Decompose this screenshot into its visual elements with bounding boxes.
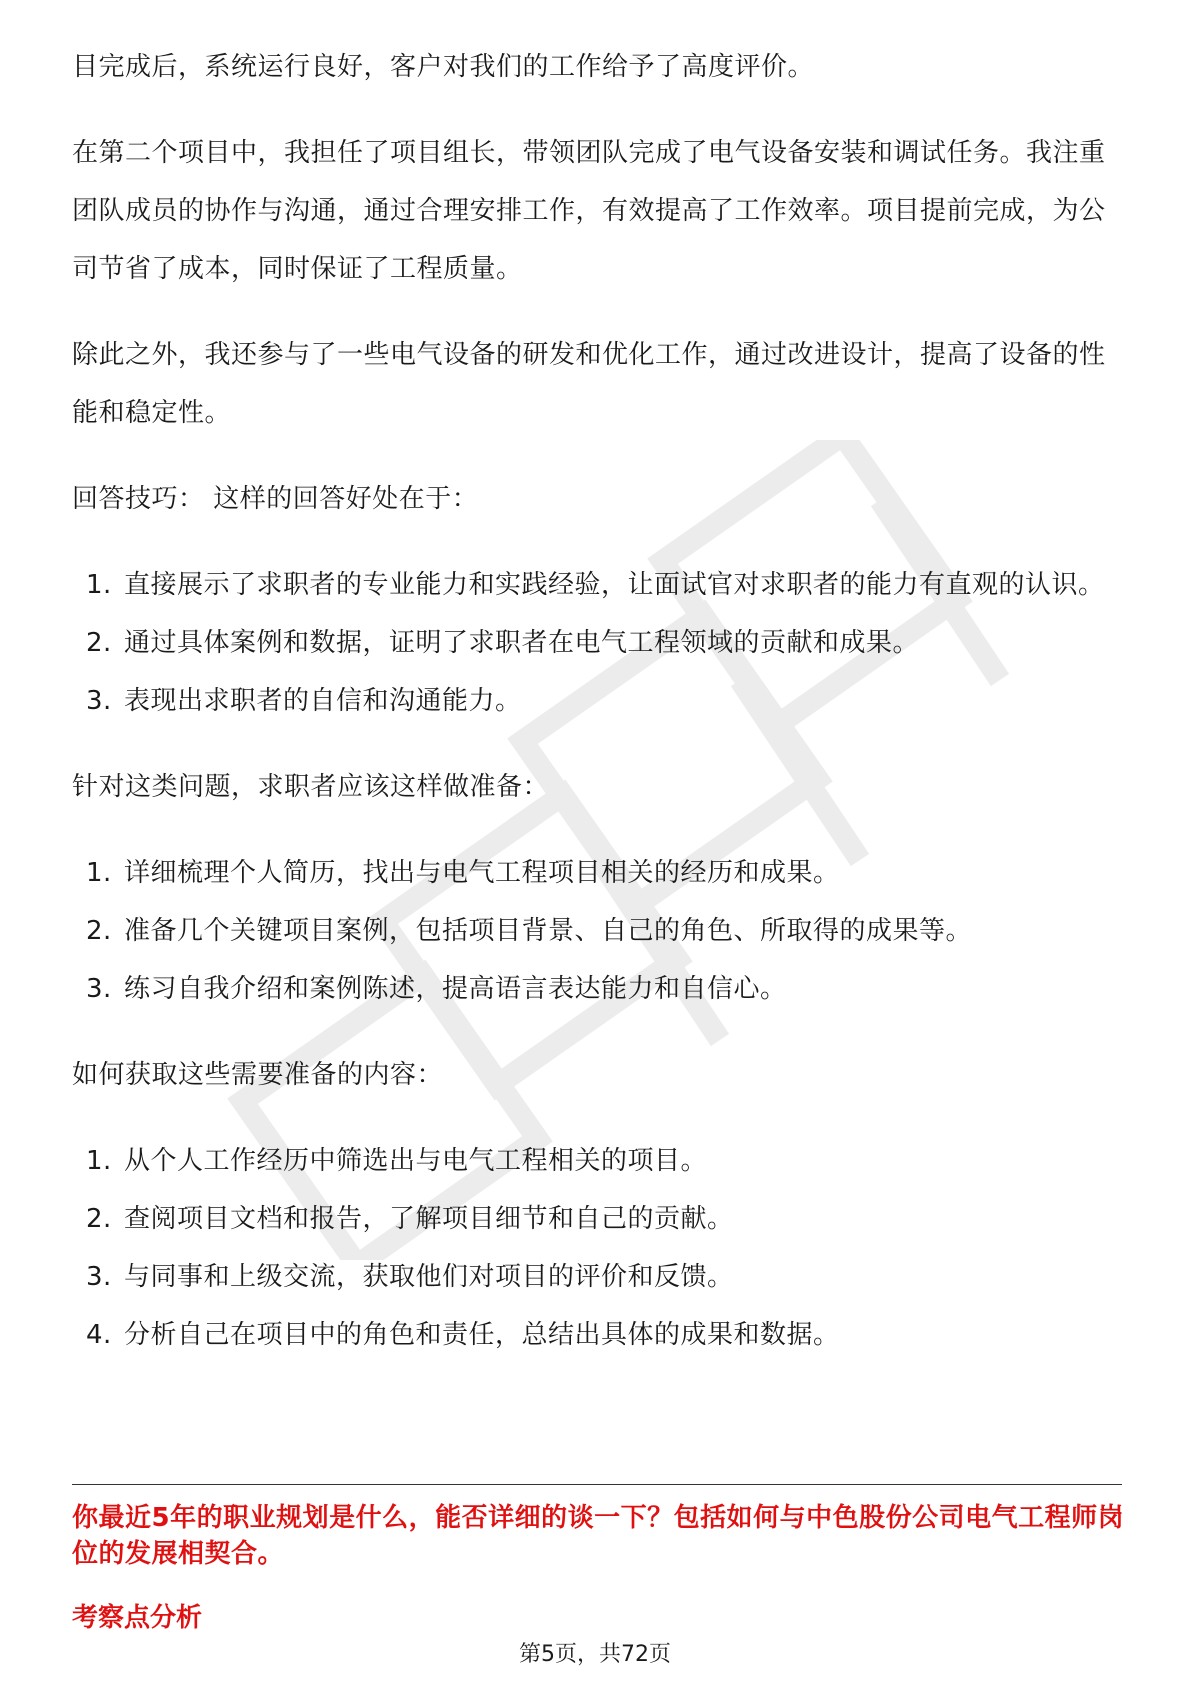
list-item-text: 分析自己在项目中的角色和责任，总结出具体的成果和数据。: [124, 1320, 840, 1350]
analysis-heading: 考察点分析: [72, 1603, 203, 1633]
section-divider: [72, 1484, 1122, 1485]
paragraph-2: 在第二个项目中，我担任了项目组长，带领团队完成了电气设备安装和调试任务。我注重团队成员的协作与沟通，通过合理安排工作，有效提高了工作效率。项目提前完成，为公司节省了成本，同时保证了工程质量。: [72, 138, 1106, 284]
list-item: [72, 1190, 1122, 1248]
list-item-text: 直接展示了求职者的专业能力和实践经验，让面试官对求职者的能力有直观的认识。: [124, 570, 1105, 600]
tips-heading: 回答技巧： 这样的回答好处在于：: [72, 484, 479, 514]
list-number: 1.: [86, 570, 112, 600]
list-item: [72, 672, 1122, 730]
list-number: 1.: [86, 1146, 112, 1176]
tips-list: [72, 556, 1122, 730]
obtain-list: [72, 1132, 1122, 1364]
list-item-text: 从个人工作经历中筛选出与电气工程相关的项目。: [124, 1146, 708, 1176]
list-item: [72, 902, 1122, 960]
prepare-list: [72, 844, 1122, 1018]
list-item-text: 准备几个关键项目案例，包括项目背景、自己的角色、所取得的成果等。: [124, 916, 973, 946]
list-item: [72, 614, 1122, 672]
list-item-text: 通过具体案例和数据，证明了求职者在电气工程领域的贡献和成果。: [124, 628, 920, 658]
list-item: [72, 1132, 1122, 1190]
list-item: [72, 1248, 1122, 1306]
list-item-text: 查阅项目文档和报告，了解项目细节和自己的贡献。: [124, 1204, 734, 1234]
list-number: 2.: [86, 916, 112, 946]
prepare-heading: 针对这类问题，求职者应该这样做准备：: [72, 772, 550, 802]
interview-question: 你最近5年的职业规划是什么，能否详细的谈一下？包括如何与中色股份公司电气工程师岗位的发展相契合。: [72, 1503, 1125, 1569]
list-item-text: 练习自我介绍和案例陈述，提高语言表达能力和自信心。: [124, 974, 787, 1004]
list-number: 1.: [86, 858, 112, 888]
list-number: 4.: [86, 1320, 112, 1350]
list-number: 3.: [86, 686, 112, 716]
paragraph-3: 除此之外，我还参与了一些电气设备的研发和优化工作，通过改进设计，提高了设备的性能和稳定性。: [72, 340, 1106, 428]
main-content: [72, 38, 1122, 1392]
list-number: 2.: [86, 1204, 112, 1234]
list-item: [72, 1306, 1122, 1364]
list-number: 3.: [86, 974, 112, 1004]
list-item: [72, 556, 1122, 614]
list-number: 2.: [86, 628, 112, 658]
page-number: 第5页，共72页: [519, 1642, 671, 1667]
list-item-text: 表现出求职者的自信和沟通能力。: [124, 686, 522, 716]
list-number: 3.: [86, 1262, 112, 1292]
list-item-text: 与同事和上级交流，获取他们对项目的评价和反馈。: [124, 1262, 734, 1292]
obtain-heading: 如何获取这些需要准备的内容：: [72, 1060, 444, 1090]
list-item: [72, 844, 1122, 902]
paragraph-1: 目完成后，系统运行良好，客户对我们的工作给予了高度评价。: [72, 52, 815, 82]
list-item-text: 详细梳理个人简历，找出与电气工程项目相关的经历和成果。: [124, 858, 840, 888]
list-item: [72, 960, 1122, 1018]
